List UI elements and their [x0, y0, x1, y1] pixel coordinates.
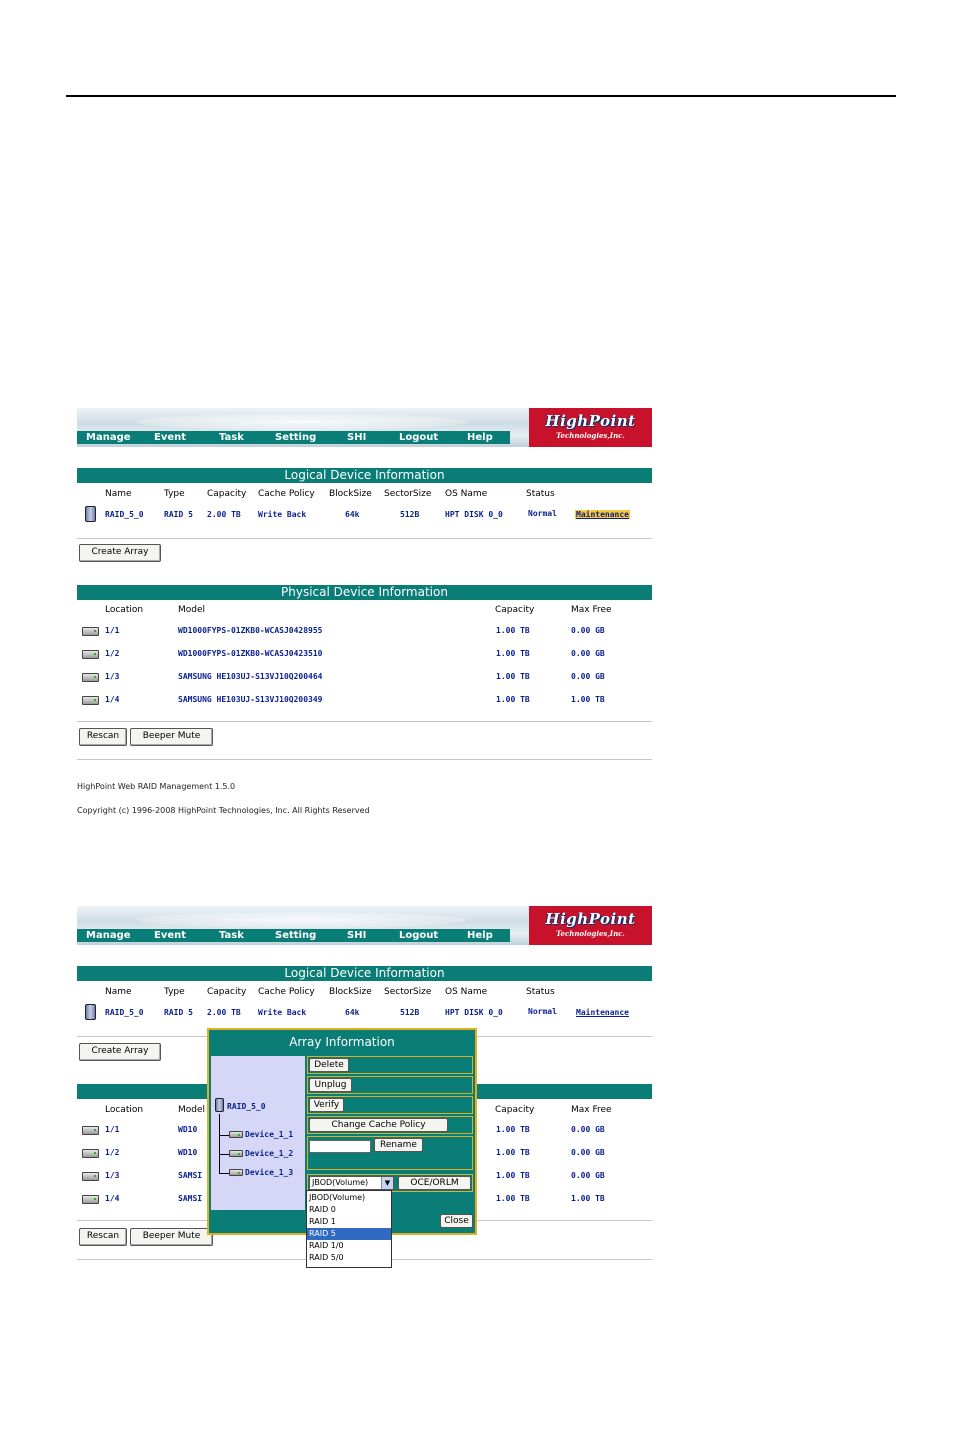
- logo-subtext: Technologies,Inc.: [556, 431, 625, 440]
- col-blocksize: BlockSize: [329, 987, 372, 997]
- disk-maxfree: 0.00 GB: [571, 1125, 605, 1134]
- highpoint-logo: [529, 408, 652, 447]
- tree-connector: [219, 1135, 229, 1136]
- disk-capacity: 1.00 TB: [496, 626, 530, 635]
- array-block: 64k: [345, 510, 360, 519]
- nav-task[interactable]: Task: [219, 930, 244, 941]
- col-maxfree: Max Free: [571, 605, 612, 615]
- version-text: HighPoint Web RAID Management 1.5.0: [77, 782, 236, 791]
- close-button[interactable]: Close: [440, 1214, 473, 1228]
- col-model: Model: [178, 1105, 206, 1115]
- array-block: 64k: [345, 1008, 360, 1017]
- col-pcapacity: Capacity: [495, 1105, 535, 1115]
- disk-model: SAMSUNG HE103UJ-S13VJ10Q200349: [178, 695, 323, 704]
- disk-capacity: 1.00 TB: [496, 649, 530, 658]
- nav-task[interactable]: Task: [219, 432, 244, 443]
- col-type: Type: [164, 489, 185, 499]
- array-name[interactable]: RAID_5_0: [105, 1008, 144, 1017]
- disk-model: WD1000FYPS-01ZKB0-WCASJ0428955: [178, 626, 323, 635]
- disk-capacity: 1.00 TB: [496, 1171, 530, 1180]
- col-type: Type: [164, 987, 185, 997]
- dropdown-option[interactable]: RAID 1/0: [309, 1241, 344, 1250]
- disk-icon: [229, 1150, 243, 1157]
- action-row: [307, 1076, 473, 1094]
- array-os: HPT DISK 0_0: [445, 510, 503, 519]
- nav-shi[interactable]: SHI: [347, 432, 367, 443]
- disk-capacity: 1.00 TB: [496, 1148, 530, 1157]
- nav-help[interactable]: Help: [467, 930, 493, 941]
- chevron-down-icon[interactable]: ▼: [381, 1177, 393, 1189]
- col-location: Location: [105, 1105, 144, 1115]
- disk-model: WD1000FYPS-01ZKB0-WCASJ0423510: [178, 649, 323, 658]
- screenshot-main-view: [77, 408, 652, 818]
- action-row: [307, 1136, 473, 1170]
- nav-bar: [77, 431, 510, 444]
- array-sector: 512B: [400, 510, 420, 519]
- tree-root-label[interactable]: RAID_5_0: [227, 1102, 266, 1111]
- array-capacity: 2.00 TB: [207, 510, 241, 519]
- array-status: Normal: [528, 509, 557, 518]
- page-header-rule: [66, 95, 896, 97]
- screenshot-maintenance-view: [77, 906, 652, 1268]
- array-capacity: 2.00 TB: [207, 1008, 241, 1017]
- disk-location[interactable]: 1/3: [105, 1171, 120, 1180]
- disk-icon: [82, 1195, 99, 1204]
- disk-location[interactable]: 1/1: [105, 626, 120, 635]
- disk-model: WD10: [178, 1125, 198, 1134]
- logo-text: HighPoint: [545, 910, 636, 928]
- nav-shi[interactable]: SHI: [347, 930, 367, 941]
- array-name[interactable]: RAID_5_0: [105, 510, 144, 519]
- col-osname: OS Name: [445, 987, 488, 997]
- nav-logout[interactable]: Logout: [399, 432, 439, 443]
- disk-capacity: 1.00 TB: [496, 1194, 530, 1203]
- dropdown-option-selected[interactable]: RAID 5: [307, 1228, 391, 1240]
- disk-maxfree: 0.00 GB: [571, 672, 605, 681]
- disk-icon: [82, 1172, 99, 1181]
- tree-device-label[interactable]: Device_1_2: [245, 1149, 294, 1158]
- array-cache: Write Back: [258, 1008, 307, 1017]
- disk-location[interactable]: 1/4: [105, 1194, 120, 1203]
- nav-setting[interactable]: Setting: [275, 432, 317, 443]
- dialog-title: Array Information: [289, 1035, 395, 1049]
- disk-model: SAMSI: [178, 1194, 203, 1203]
- raid-array-icon: [85, 1004, 96, 1020]
- array-os: HPT DISK 0_0: [445, 1008, 503, 1017]
- rescan-button[interactable]: Rescan: [79, 1228, 127, 1246]
- highpoint-logo: [529, 906, 652, 945]
- nav-bar: [77, 929, 510, 942]
- banner-swoosh: [137, 414, 467, 430]
- disk-maxfree: 0.00 GB: [571, 626, 605, 635]
- disk-icon: [82, 1126, 99, 1135]
- physical-device-title: Physical Device Information: [77, 585, 652, 600]
- rename-button[interactable]: Rename: [374, 1138, 423, 1152]
- col-location: Location: [105, 605, 144, 615]
- array-type: RAID 5: [164, 1008, 193, 1017]
- disk-location[interactable]: 1/4: [105, 695, 120, 704]
- raid-level-select[interactable]: [309, 1176, 394, 1190]
- copyright-text: Copyright (c) 1996-2008 HighPoint Technologies, Inc. All Rights Reserved: [77, 806, 370, 815]
- disk-model: WD10: [178, 1148, 198, 1157]
- disk-maxfree: 1.00 TB: [571, 695, 605, 704]
- maintenance-link[interactable]: Maintenance: [576, 1008, 629, 1017]
- action-row: [307, 1116, 473, 1134]
- col-name: Name: [105, 489, 132, 499]
- col-model: Model: [178, 605, 206, 615]
- tree-device-label[interactable]: Device_1_3: [245, 1168, 294, 1177]
- disk-maxfree: 0.00 GB: [571, 1171, 605, 1180]
- maintenance-link[interactable]: Maintenance: [576, 510, 629, 519]
- nav-event[interactable]: Event: [154, 432, 187, 443]
- unplug-button[interactable]: Unplug: [309, 1078, 352, 1092]
- oce-orlm-button[interactable]: OCE/ORLM: [398, 1176, 471, 1190]
- change-cache-policy-button[interactable]: Change Cache Policy: [309, 1118, 448, 1132]
- col-blocksize: BlockSize: [329, 489, 372, 499]
- tree-connector: [219, 1114, 220, 1174]
- action-row: [307, 1056, 473, 1074]
- nav-logout[interactable]: Logout: [399, 930, 439, 941]
- tree-connector: [219, 1173, 229, 1174]
- disk-model: SAMSUNG HE103UJ-S13VJ10Q200464: [178, 672, 323, 681]
- col-status: Status: [526, 489, 555, 499]
- col-pcapacity: Capacity: [495, 605, 535, 615]
- banner-swoosh: [137, 912, 467, 928]
- col-sectorsize: SectorSize: [384, 987, 432, 997]
- disk-location[interactable]: 1/3: [105, 672, 120, 681]
- disk-icon: [82, 673, 99, 682]
- rescan-button[interactable]: Rescan: [79, 728, 127, 746]
- col-capacity: Capacity: [207, 987, 247, 997]
- col-cache: Cache Policy: [258, 489, 315, 499]
- disk-capacity: 1.00 TB: [496, 695, 530, 704]
- logo-text: HighPoint: [545, 412, 636, 430]
- beeper-mute-button[interactable]: Beeper Mute: [130, 728, 213, 746]
- verify-button[interactable]: Verify: [309, 1098, 344, 1112]
- dropdown-option[interactable]: RAID 1: [309, 1217, 336, 1226]
- tree-device-label[interactable]: Device_1_1: [245, 1130, 294, 1139]
- divider: [77, 538, 652, 539]
- disk-location[interactable]: 1/2: [105, 1148, 120, 1157]
- tree-connector: [219, 1154, 229, 1155]
- disk-location[interactable]: 1/2: [105, 649, 120, 658]
- header-banner: [77, 906, 652, 945]
- select-value: JBOD(Volume): [312, 1178, 369, 1187]
- col-capacity: Capacity: [207, 489, 247, 499]
- logical-device-title: Logical Device Information: [77, 966, 652, 981]
- nav-help[interactable]: Help: [467, 432, 493, 443]
- disk-icon: [82, 627, 99, 636]
- col-cache: Cache Policy: [258, 987, 315, 997]
- header-banner: [77, 408, 652, 447]
- disk-location[interactable]: 1/1: [105, 1125, 120, 1134]
- dropdown-option[interactable]: RAID 5/0: [309, 1253, 344, 1262]
- nav-manage[interactable]: Manage: [86, 930, 131, 941]
- raid-array-icon: [215, 1098, 224, 1112]
- beeper-mute-button[interactable]: Beeper Mute: [130, 1228, 213, 1246]
- create-array-button[interactable]: Create Array: [79, 1043, 161, 1061]
- col-status: Status: [526, 987, 555, 997]
- disk-icon: [229, 1131, 243, 1138]
- array-status: Normal: [528, 1007, 557, 1016]
- raid-level-dropdown: [306, 1190, 392, 1268]
- delete-button[interactable]: Delete: [309, 1058, 349, 1072]
- nav-event[interactable]: Event: [154, 930, 187, 941]
- array-type: RAID 5: [164, 510, 193, 519]
- disk-icon: [82, 1149, 99, 1158]
- disk-icon: [82, 696, 99, 705]
- array-tree: [211, 1056, 305, 1210]
- disk-icon: [229, 1169, 243, 1176]
- divider: [77, 721, 652, 722]
- col-osname: OS Name: [445, 489, 488, 499]
- dropdown-option[interactable]: RAID 0: [309, 1205, 336, 1214]
- action-row: [307, 1096, 473, 1114]
- dropdown-option[interactable]: JBOD(Volume): [309, 1193, 366, 1202]
- logical-device-title: Logical Device Information: [77, 468, 652, 483]
- nav-setting[interactable]: Setting: [275, 930, 317, 941]
- create-array-button[interactable]: Create Array: [79, 544, 161, 562]
- col-sectorsize: SectorSize: [384, 489, 432, 499]
- raid-array-icon: [85, 506, 96, 522]
- disk-maxfree: 1.00 TB: [571, 1194, 605, 1203]
- disk-model: SAMSI: [178, 1171, 203, 1180]
- disk-capacity: 1.00 TB: [496, 1125, 530, 1134]
- col-name: Name: [105, 987, 132, 997]
- array-cache: Write Back: [258, 510, 307, 519]
- logo-subtext: Technologies,Inc.: [556, 929, 625, 938]
- disk-icon: [82, 650, 99, 659]
- divider: [77, 759, 652, 760]
- rename-input[interactable]: [309, 1140, 371, 1153]
- disk-maxfree: 0.00 GB: [571, 1148, 605, 1157]
- col-maxfree: Max Free: [571, 1105, 612, 1115]
- nav-manage[interactable]: Manage: [86, 432, 131, 443]
- array-sector: 512B: [400, 1008, 420, 1017]
- disk-capacity: 1.00 TB: [496, 672, 530, 681]
- disk-maxfree: 0.00 GB: [571, 649, 605, 658]
